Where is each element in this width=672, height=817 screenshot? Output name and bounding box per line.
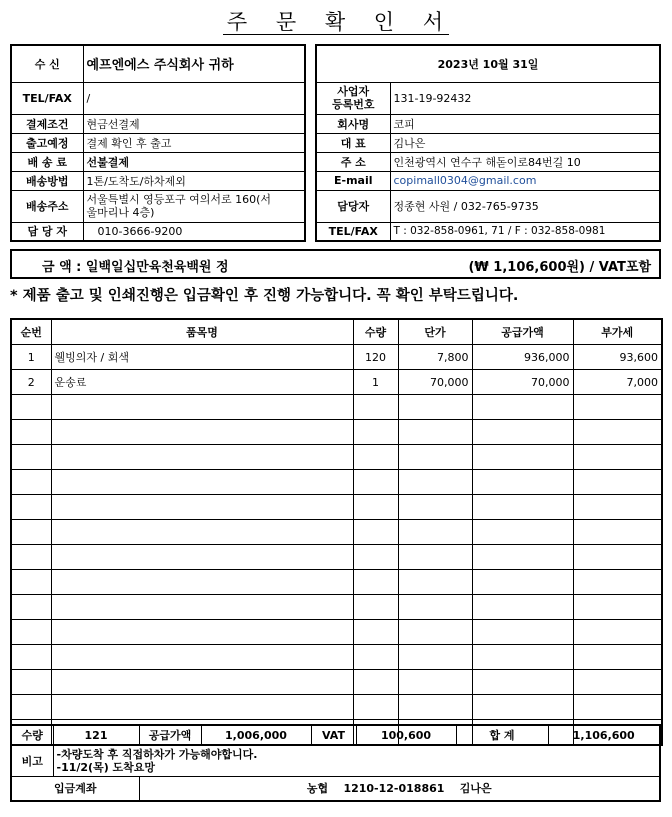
empty-cell xyxy=(51,495,353,520)
notice-text: * 제품 출고 및 인쇄진행은 입금확인 후 진행 가능합니다. 꼭 확인 부탁드립니다. xyxy=(10,288,519,304)
empty-cell xyxy=(353,570,398,595)
item-supply: 70,000 xyxy=(472,370,573,395)
shipping-method-value: 1톤/도착도/하차제외 xyxy=(83,171,305,190)
delivery-address-value: 서울특별시 영등포구 여의서로 160(서 울마리나 4층) xyxy=(83,190,305,222)
empty-row xyxy=(11,545,662,570)
empty-row xyxy=(11,495,662,520)
empty-cell xyxy=(398,695,472,720)
supplier-manager-value: 정종현 사원 / 032-765-9735 xyxy=(390,190,660,222)
email-value[interactable]: copimall0304@gmail.com xyxy=(390,171,660,190)
empty-cell xyxy=(573,395,662,420)
order-date: 2023년 10월 31일 xyxy=(316,45,660,82)
empty-cell xyxy=(573,695,662,720)
empty-cell xyxy=(11,520,51,545)
empty-cell xyxy=(398,545,472,570)
telfax-value: / xyxy=(83,82,305,114)
remark-label: 비고 xyxy=(11,745,53,777)
empty-cell xyxy=(472,645,573,670)
table-row xyxy=(11,370,662,395)
release-schedule-label: 출고예정 xyxy=(11,133,83,152)
empty-row xyxy=(11,570,662,595)
company-value: 코피 xyxy=(390,114,660,133)
shipping-method-label: 배송방법 xyxy=(11,171,83,190)
col-supply: 공급가액 xyxy=(472,319,573,345)
ceo-value: 김나은 xyxy=(390,133,660,152)
empty-cell xyxy=(11,570,51,595)
recipient-label: 수 신 xyxy=(11,45,83,82)
empty-cell xyxy=(398,570,472,595)
empty-cell xyxy=(51,645,353,670)
empty-cell xyxy=(472,545,573,570)
empty-cell xyxy=(398,445,472,470)
empty-cell xyxy=(11,595,51,620)
empty-cell xyxy=(573,670,662,695)
total-amount-box xyxy=(10,249,661,279)
empty-row xyxy=(11,620,662,645)
summary-total-label: 합 계 xyxy=(456,725,548,745)
empty-row xyxy=(11,470,662,495)
col-unit-price: 단가 xyxy=(398,319,472,345)
empty-cell xyxy=(472,470,573,495)
summary-table xyxy=(10,724,661,802)
empty-cell xyxy=(573,595,662,620)
empty-cell xyxy=(353,495,398,520)
empty-row xyxy=(11,670,662,695)
item-unit-price: 7,800 xyxy=(398,345,472,370)
empty-row xyxy=(11,645,662,670)
empty-cell xyxy=(353,545,398,570)
empty-cell xyxy=(573,470,662,495)
business-number-label: 사업자 등록번호 xyxy=(316,82,390,114)
empty-cell xyxy=(11,670,51,695)
summary-vat-label: VAT xyxy=(311,725,356,745)
ceo-label: 대 표 xyxy=(316,133,390,152)
empty-cell xyxy=(472,570,573,595)
supplier-telfax-value: T : 032-858-0961, 71 / F : 032-858-0981 xyxy=(390,222,660,241)
empty-cell xyxy=(11,695,51,720)
empty-cell xyxy=(398,520,472,545)
empty-cell xyxy=(573,520,662,545)
empty-cell xyxy=(353,445,398,470)
business-number-value: 131-19-92432 xyxy=(390,82,660,114)
item-vat: 7,000 xyxy=(573,370,662,395)
empty-cell xyxy=(573,445,662,470)
account-label: 입금계좌 xyxy=(11,777,139,801)
payment-terms-value: 현금선결제 xyxy=(83,114,305,133)
empty-cell xyxy=(51,545,353,570)
company-label: 회사명 xyxy=(316,114,390,133)
shipping-fee-label: 배 송 료 xyxy=(11,152,83,171)
empty-cell xyxy=(472,520,573,545)
supplier-address-value: 인천광역시 연수구 해돋이로84번길 10 xyxy=(390,152,660,171)
empty-cell xyxy=(353,595,398,620)
empty-cell xyxy=(573,545,662,570)
item-vat: 93,600 xyxy=(573,345,662,370)
empty-cell xyxy=(11,620,51,645)
empty-cell xyxy=(353,395,398,420)
empty-cell xyxy=(472,395,573,420)
empty-cell xyxy=(51,520,353,545)
empty-row xyxy=(11,395,662,420)
item-no: 2 xyxy=(11,370,51,395)
empty-cell xyxy=(11,420,51,445)
empty-cell xyxy=(51,570,353,595)
items-table xyxy=(10,318,663,746)
contact-person-value: 010-3666-9200 xyxy=(83,222,305,241)
contact-person-label: 담 당 자 xyxy=(11,222,83,241)
delivery-address-label: 배송주소 xyxy=(11,190,83,222)
empty-cell xyxy=(573,645,662,670)
empty-cell xyxy=(51,420,353,445)
empty-cell xyxy=(398,395,472,420)
email-label: E-mail xyxy=(316,171,390,190)
empty-cell xyxy=(573,620,662,645)
empty-cell xyxy=(11,495,51,520)
empty-cell xyxy=(353,520,398,545)
items-header-row xyxy=(11,319,662,345)
total-amount-figure: (₩ 1,106,600원) / VAT포함 xyxy=(468,260,651,275)
empty-row xyxy=(11,695,662,720)
supplier-info-table xyxy=(315,44,661,242)
supplier-telfax-label: TEL/FAX xyxy=(316,222,390,241)
empty-cell xyxy=(11,645,51,670)
empty-cell xyxy=(51,595,353,620)
summary-supply-value: 1,006,000 xyxy=(201,725,311,745)
col-no: 순번 xyxy=(11,319,51,345)
empty-cell xyxy=(472,670,573,695)
empty-row xyxy=(11,445,662,470)
item-no: 1 xyxy=(11,345,51,370)
empty-cell xyxy=(353,670,398,695)
item-qty: 1 xyxy=(353,370,398,395)
empty-row xyxy=(11,420,662,445)
empty-cell xyxy=(353,645,398,670)
empty-cell xyxy=(573,495,662,520)
remark-value: -차량도착 후 직접하차가 가능해야합니다. -11/2(목) 도착요망 xyxy=(53,745,660,777)
shipping-fee-value: 선불결제 xyxy=(83,152,305,171)
summary-qty-label: 수량 xyxy=(11,725,53,745)
empty-cell xyxy=(398,420,472,445)
empty-cell xyxy=(472,595,573,620)
empty-cell xyxy=(398,595,472,620)
empty-row xyxy=(11,520,662,545)
col-qty: 수량 xyxy=(353,319,398,345)
table-row xyxy=(11,345,662,370)
recipient-info-table xyxy=(10,44,306,242)
page-title: 주 문 확 인 서 xyxy=(0,6,672,36)
empty-cell xyxy=(573,570,662,595)
item-supply: 936,000 xyxy=(472,345,573,370)
summary-supply-label: 공급가액 xyxy=(139,725,201,745)
empty-cell xyxy=(51,695,353,720)
col-name: 품목명 xyxy=(51,319,353,345)
empty-cell xyxy=(11,395,51,420)
empty-cell xyxy=(353,470,398,495)
supplier-address-label: 주 소 xyxy=(316,152,390,171)
account-value: 농협 1210-12-018861 김나은 xyxy=(139,777,660,801)
recipient-value: 예프엔에스 주식회사 귀하 xyxy=(83,45,305,82)
item-name: 운송료 xyxy=(51,370,353,395)
col-vat: 부가세 xyxy=(573,319,662,345)
release-schedule-value: 결제 확인 후 출고 xyxy=(83,133,305,152)
empty-cell xyxy=(11,470,51,495)
empty-cell xyxy=(51,445,353,470)
empty-cell xyxy=(51,470,353,495)
empty-cell xyxy=(472,420,573,445)
empty-cell xyxy=(353,620,398,645)
empty-cell xyxy=(398,645,472,670)
item-name: 웰빙의자 / 회색 xyxy=(51,345,353,370)
empty-cell xyxy=(472,620,573,645)
empty-cell xyxy=(353,695,398,720)
empty-row xyxy=(11,595,662,620)
empty-cell xyxy=(398,470,472,495)
total-amount-words: 금 액 : 일백일십만육천육백원 정 xyxy=(42,260,229,275)
empty-cell xyxy=(472,695,573,720)
empty-cell xyxy=(472,495,573,520)
empty-cell xyxy=(51,670,353,695)
empty-cell xyxy=(398,620,472,645)
empty-cell xyxy=(51,620,353,645)
telfax-label: TEL/FAX xyxy=(11,82,83,114)
summary-qty-value: 121 xyxy=(53,725,139,745)
summary-total-value: 1,106,600 xyxy=(548,725,660,745)
payment-terms-label: 결제조건 xyxy=(11,114,83,133)
empty-cell xyxy=(11,445,51,470)
empty-cell xyxy=(398,495,472,520)
empty-cell xyxy=(398,670,472,695)
item-qty: 120 xyxy=(353,345,398,370)
item-unit-price: 70,000 xyxy=(398,370,472,395)
empty-cell xyxy=(51,395,353,420)
empty-cell xyxy=(353,420,398,445)
supplier-manager-label: 담당자 xyxy=(316,190,390,222)
summary-vat-value: 100,600 xyxy=(356,725,456,745)
empty-cell xyxy=(573,420,662,445)
empty-cell xyxy=(11,545,51,570)
empty-cell xyxy=(472,445,573,470)
